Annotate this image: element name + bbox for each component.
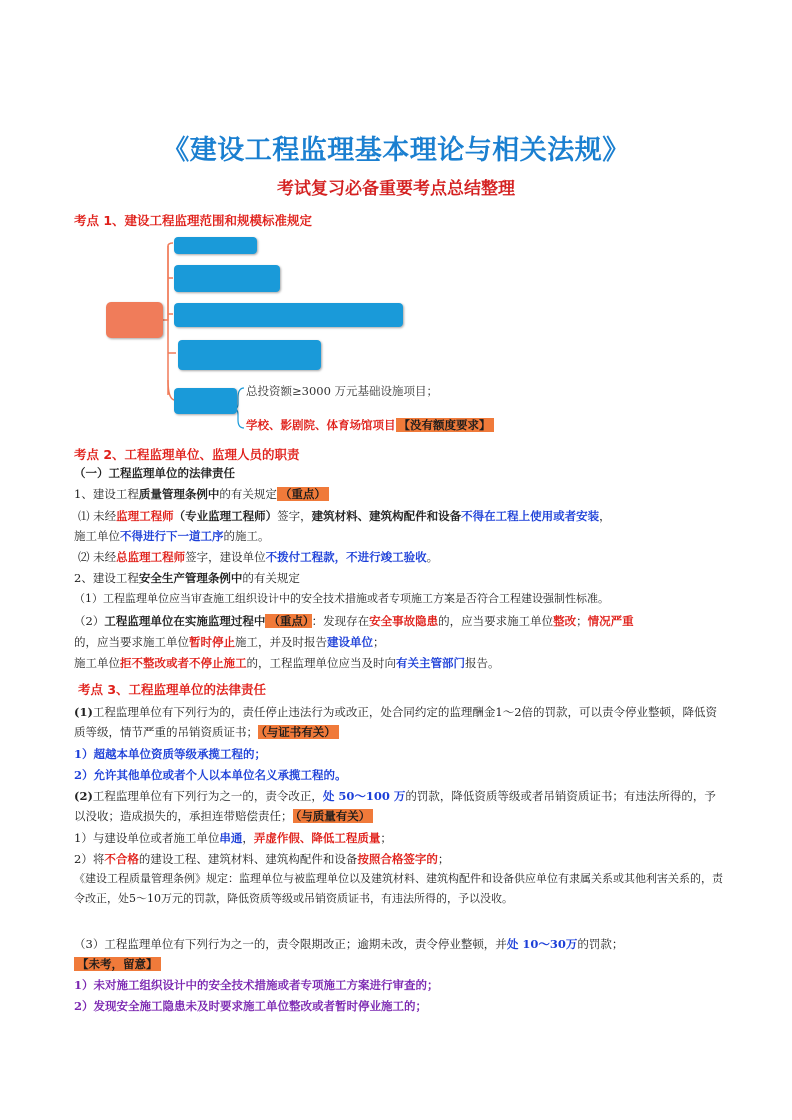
s3-p4-item-2: 2）发现安全施工隐患未及时要求施工单位整改或者暂时停业施工的；: [74, 999, 427, 1013]
s2-line-5: 2、建设工程安全生产管理条例中的有关规定: [74, 571, 300, 585]
mindmap-branch-4: [178, 340, 321, 370]
mindmap-branch-5: [174, 388, 237, 414]
s3-p4-item-1: 1）未对施工组织设计中的安全技术措施或者专项施工方案进行审查的；: [74, 978, 439, 992]
s2-line-2: ⑴ 未经监理工程师（专业监理工程师）签字，建筑材料、建筑构配件和设备不得在工程上使用或者安装，: [78, 509, 611, 523]
s2-line-4: ⑵ 未经总监理工程师签字，建设单位不拨付工程款，不进行竣工验收。: [78, 550, 439, 564]
mindmap-branch-2: [174, 265, 280, 292]
s2-line-7: （2）工程监理单位在实施监理过程中 （重点） ：发现存在安全事故隐患的，应当要求施工单位整改；情况严重: [74, 614, 634, 628]
s3-para-1: (1)工程监理单位有下列行为的，责任停止违法行为或改正，处合同约定的监理酬金1～2倍的罚款，可以责令停业整顿，降低资质等级，情节严重的吊销资质证书； （与证书有关）: [74, 705, 718, 739]
s3-p2-item-2: 2）将不合格的建设工程、建筑材料、建筑构配件和设备按照合格签字的；: [74, 852, 450, 866]
section-1-heading: 考点 1、建设工程监理范围和规模标准规定: [74, 213, 313, 228]
s2-line-8: 的，应当要求施工单位暂时停止施工，并及时报告建设单位；: [74, 635, 385, 649]
s3-para-3: 《建设工程质量管理条例》规定：监理单位与被监理单位以及建筑材料、建筑构配件和设备供应单位有隶属关系或其他利害关系的，责令改正，处5～10万元的罚款，降低资质等级或吊销资质证书，有违法所得的，予以没收。: [74, 872, 723, 905]
s3-p4-tag: 【未考，留意】: [74, 955, 161, 973]
s2-line-3: 施工单位不得进行下一道工序的施工。: [74, 529, 270, 543]
s2-line-6: （1）工程监理单位应当审查施工组织设计中的安全技术措施或者专项施工方案是否符合工程建设强制性标准。: [74, 592, 609, 605]
s3-p1-item-2: 2）允许其他单位或者个人以本单位名义承揽工程的。: [74, 768, 347, 782]
branch-5-venue-line: 学校、影剧院、体育场馆项目 【没有额度要求】: [246, 416, 494, 434]
s3-para-2: (2)工程监理单位有下列行为之一的，责令改正，处 50～100 万的罚款，降低资质等级或者吊销资质证书；有违法所得的，予以没收；造成损失的，承担连带赔偿责任； （与质量有关）: [74, 789, 716, 823]
s3-p2-item-1: 1）与建设单位或者施工单位串通，弄虚作假、降低工程质量；: [74, 831, 392, 845]
no-limit-tag: 【没有额度要求】: [396, 418, 494, 432]
page-subtitle: 考试复习必备重要考点总结整理: [277, 179, 515, 199]
page-title: 《建设工程监理基本理论与相关法规》: [162, 135, 630, 166]
mindmap-branch-1: [174, 237, 257, 254]
subsection-1-heading: （一）工程监理单位的法律责任: [74, 466, 235, 480]
mindmap-branch-3: [174, 303, 403, 327]
s3-para-4: （3）工程监理单位有下列行为之一的，责令限期改正；逾期未改，责令停业整顿，并处 10～30万的罚款；: [74, 937, 624, 951]
branch-5-investment-text: 总投资额≥3000 万元基础设施项目；: [246, 384, 439, 398]
section-3-heading: 考点 3、工程监理单位的法律责任: [78, 682, 267, 697]
section-2-heading: 考点 2、工程监理单位、监理人员的职责: [74, 447, 300, 462]
mindmap-root-node: [106, 302, 163, 338]
scope-mindmap-connectors: [0, 0, 792, 440]
s2-line-9: 施工单位拒不整改或者不停止施工的，工程监理单位应当及时向有关主管部门报告。: [74, 656, 500, 670]
s3-p1-item-1: 1）超越本单位资质等级承揽工程的；: [74, 747, 266, 761]
s2-line-1: 1、建设工程质量管理条例中的有关规定 （重点）: [74, 485, 329, 503]
